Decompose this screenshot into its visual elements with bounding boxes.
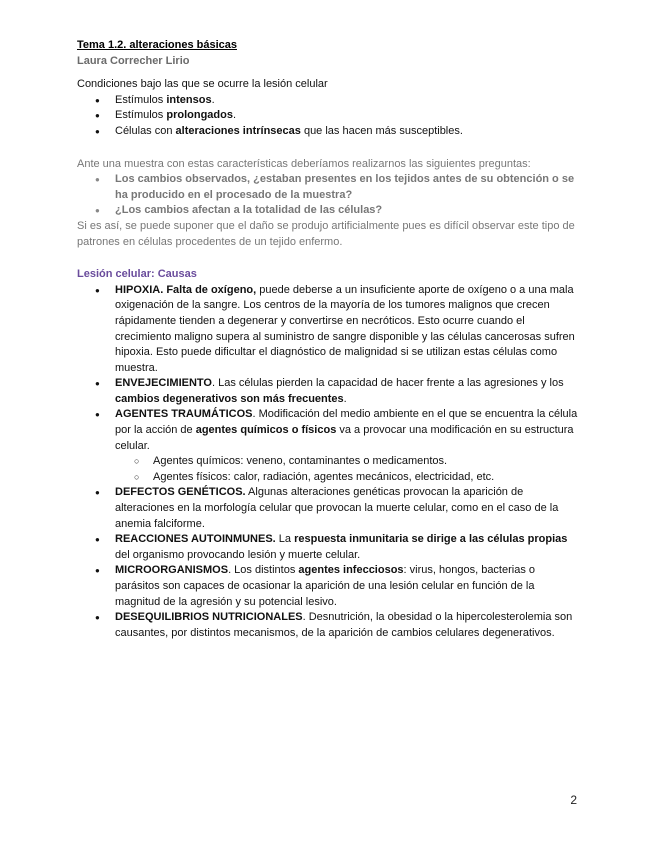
page-number: 2 — [570, 793, 577, 807]
document-title: Tema 1.2. alteraciones básicas — [77, 39, 237, 51]
author-name: Laura Correcher Lirio — [77, 54, 190, 67]
cause-traumaticos: ● AGENTES TRAUMÁTICOS. Modificación del medio ambiente en el que se encuentra la célula por la acción de agentes químicos o físicos va a provocar una modificación en su estructura celular. ○ Agentes químicos: veneno, contaminantes o medicamentos. ○ Agentes físicos: calor, radiación, agentes mecánicos, electricidad, etc. — [115, 407, 582, 485]
cause-geneticos: ● DEFECTOS GENÉTICOS. Algunas alteraciones genéticas provocan la aparición de alteraciones en la morfología celular que provocan la muerte celular, como en el caso de la anemia falciforme. — [115, 485, 582, 532]
sub-list-item: ○ Agentes físicos: calor, radiación, agentes mecánicos, electricidad, etc. — [153, 470, 582, 486]
list-item: ● ¿Los cambios afectan a la totalidad de las células? — [115, 203, 582, 219]
document-page — [77, 38, 582, 641]
questions-list — [77, 172, 582, 219]
list-item: ● Estímulos intensos. — [115, 93, 582, 109]
section-heading: Lesión celular: Causas — [77, 268, 197, 281]
cause-nutricionales: ● DESEQUILIBRIOS NUTRICIONALES. Desnutrición, la obesidad o la hipercolesterolemia son causantes, por distintos mecanismos, de la aparición de cambios celulares degenerativos. — [115, 610, 582, 641]
causes-list — [77, 283, 582, 642]
list-item: ● Células con alteraciones intrínsecas que las hacen más susceptibles. — [115, 124, 582, 140]
conditions-list — [77, 93, 582, 140]
questions-intro: Ante una muestra con estas características deberíamos realizarnos las siguientes preguntas: — [77, 157, 531, 170]
conditions-intro: Condiciones bajo las que se ocurre la lesión celular — [77, 78, 328, 91]
sub-list — [115, 454, 582, 485]
questions-note: Si es así, se puede suponer que el daño se produjo artificialmente pues es difícil observar este tipo de patrones en células procedentes de un tejido enfermo. — [77, 219, 575, 248]
cause-hipoxia: ● HIPOXIA. Falta de oxígeno, puede deberse a un insuficiente aporte de oxígeno o a una mala oxigenación de la sangre. Los centros de la mayoría de los tumores malignos que crecen rápidamente tienden a degenerar y convertirse en necróticos. Esto ocurre cuando el crecimiento maligno supera al suministro de sangre disponible y las células cancerosas sufren hipoxia. Esto puede dificultar el diagnóstico de malignidad si se utilizan estas células como muestra. — [115, 283, 582, 377]
list-item: ● Estímulos prolongados. — [115, 108, 582, 124]
sub-list-item: ○ Agentes químicos: veneno, contaminantes o medicamentos. — [153, 454, 582, 470]
cause-microorganismos: ● MICROORGANISMOS. Los distintos agentes infecciosos: virus, hongos, bacterias o parásitos son capaces de ocasionar la aparición de una lesión celular en función de la magnitud de la agresión y su potencial lesivo. — [115, 563, 582, 610]
cause-autoinmunes: ● REACCIONES AUTOINMUNES. La respuesta inmunitaria se dirige a las células propias del organismo provocando lesión y muerte celular. — [115, 532, 582, 563]
list-item: ● Los cambios observados, ¿estaban presentes en los tejidos antes de su obtención o se ha producido en el procesado de la muestra? — [115, 172, 582, 203]
cause-envejecimiento: ● ENVEJECIMIENTO. Las células pierden la capacidad de hacer frente a las agresiones y los cambios degenerativos son más frecuentes. — [115, 376, 582, 407]
